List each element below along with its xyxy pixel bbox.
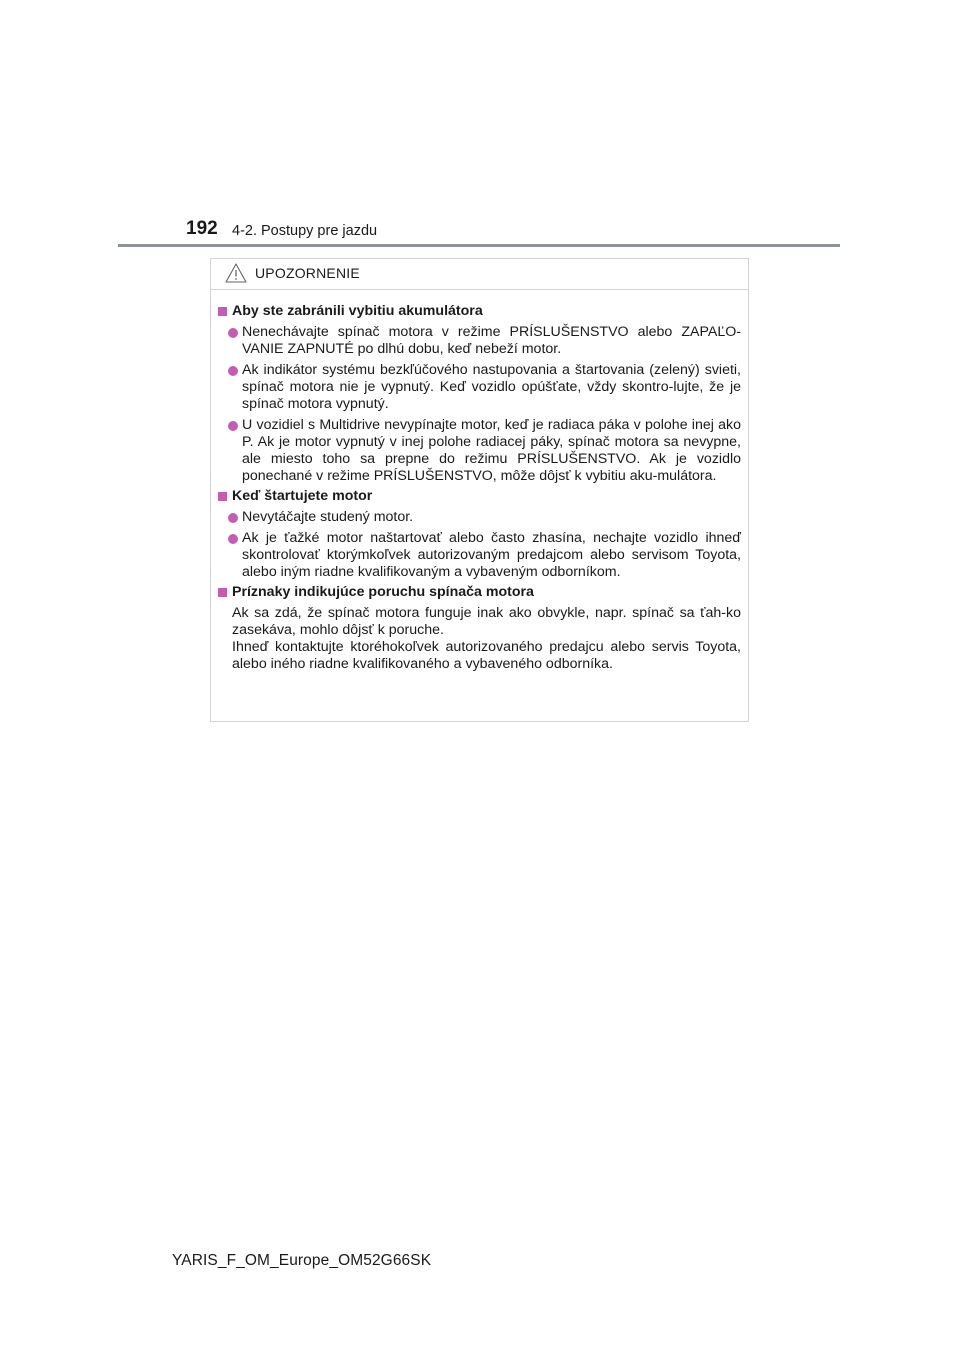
list-item: Ak je ťažké motor naštartovať alebo často zhasína, nechajte vozidlo ihneď skontrolovať ktorýmkoľvek autorizovaným predajcom alebo servisom Toyota, alebo iným riadne kvalifikovaným a vybaveným odborníkom.: [218, 530, 741, 581]
list-item: Nenechávajte spínač motora v režime PRÍSLUŠENSTVO alebo ZAPAĽO-VANIE ZAPNUTÉ po dlhú dobu, keď nebeží motor.: [218, 324, 741, 358]
page-number: 192: [186, 218, 218, 239]
warning-header: [211, 259, 748, 290]
warning-body: [211, 290, 748, 673]
circle-bullet-icon: [228, 513, 238, 523]
circle-bullet-icon: [228, 534, 238, 544]
section-title: 4-2. Postupy pre jazdu: [232, 223, 378, 239]
paragraph-text: Ak sa zdá, že spínač motora funguje inak ako obvykle, napr. spínač sa ťah-ko zasekáva, mohlo dôjsť k poruche.: [232, 605, 741, 638]
list-item: Ak indikátor systému bezkľúčového nastupovania a štartovania (zelený) svieti, spínač motora nie je vypnutý. Keď vozidlo opúšťate, vždy skontro-lujte, že je spínač motora vypnutý.: [218, 362, 741, 413]
section-heading: Aby ste zabránili vybitiu akumulátora: [218, 303, 741, 320]
section-heading: Keď štartujete motor: [218, 488, 741, 505]
square-bullet-icon: [218, 307, 227, 316]
circle-bullet-icon: [228, 328, 238, 338]
paragraph: [218, 605, 741, 673]
list-item: Nevytáčajte studený motor.: [218, 509, 741, 526]
warning-box: [210, 258, 749, 722]
warning-title: UPOZORNENIE: [255, 265, 360, 281]
warning-triangle-icon: [225, 263, 247, 283]
circle-bullet-icon: [228, 366, 238, 376]
section-heading: Príznaky indikujúce poruchu spínača motora: [218, 584, 741, 601]
header-divider: [118, 244, 840, 247]
square-bullet-icon: [218, 492, 227, 501]
list-item: U vozidiel s Multidrive nevypínajte motor, keď je radiaca páka v polohe inej ako P. Ak je motor vypnutý v inej polohe radiacej páky, spínač motora sa nevypne, ale miesto toho sa prepne do režimu PRÍSLUŠENSTVO. Ak je vozidlo ponechané v režime PRÍSLUŠENSTVO, môže dôjsť k vybitiu aku-mulátora.: [218, 417, 741, 485]
document-code: YARIS_F_OM_Europe_OM52G66SK: [172, 1252, 432, 1269]
paragraph-text: Ihneď kontaktujte ktoréhokoľvek autorizovaného predajcu alebo servis Toyota, alebo iného riadne kvalifikovaného a vybaveného odborníka.: [232, 639, 741, 672]
square-bullet-icon: [218, 588, 227, 597]
circle-bullet-icon: [228, 421, 238, 431]
